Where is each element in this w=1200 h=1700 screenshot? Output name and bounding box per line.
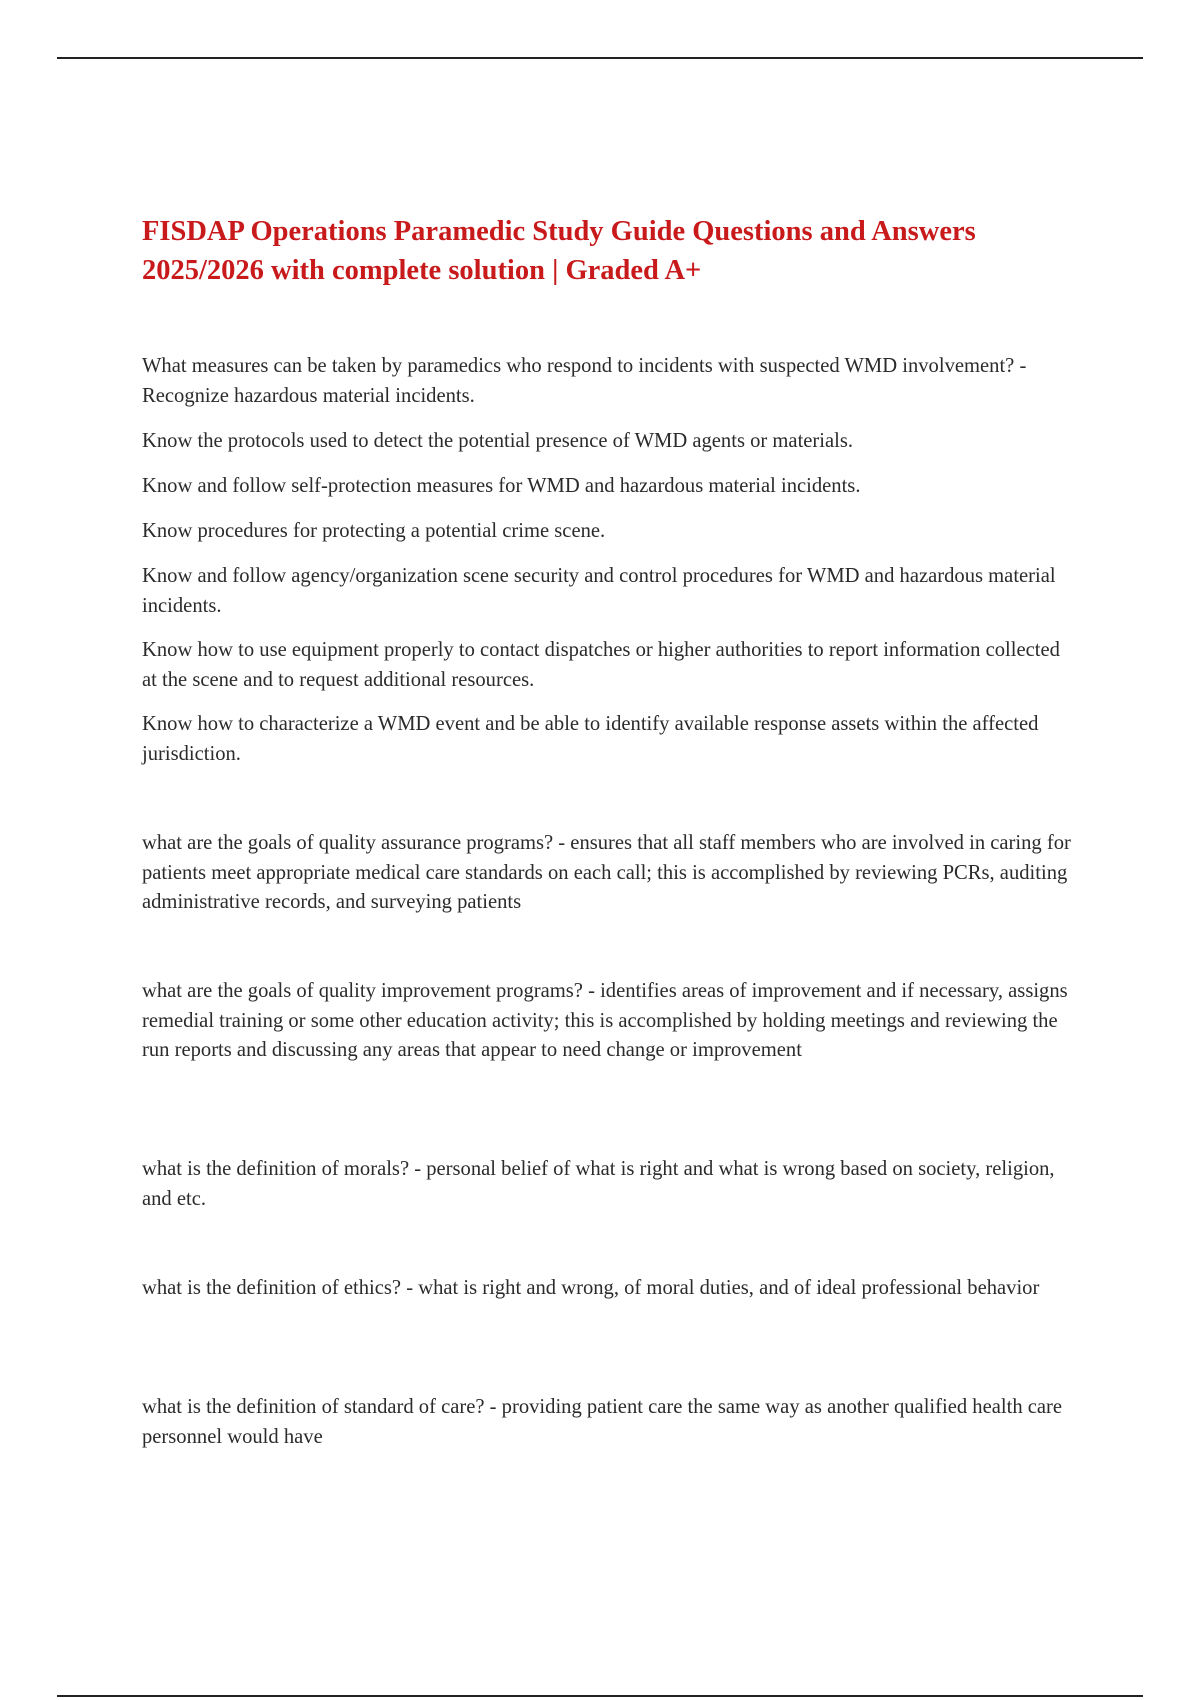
paragraph-scene-security: Know and follow agency/organization scene security and control procedures for WMD and hazardous material incidents. xyxy=(142,565,1056,617)
paragraph-quality-assurance: what are the goals of quality assurance programs? - ensures that all staff members who are involved in caring for patients meet appropriate medical care standards on each call; this is accomplished by reviewing PCRs, auditing administrative records, and surveying patients xyxy=(142,832,1071,913)
document-title: FISDAP Operations Paramedic Study Guide Questions and Answers 2025/2026 with complete solution | Graded A+ xyxy=(142,216,976,286)
paragraph-characterize-wmd: Know how to characterize a WMD event and be able to identify available response assets within the affected jurisdiction. xyxy=(142,713,1039,765)
paragraph-wmd-protocols: Know the protocols used to detect the potential presence of WMD agents or materials. xyxy=(142,430,854,452)
paragraph-standard-of-care: what is the definition of standard of care? - providing patient care the same way as another qualified health care personnel would have xyxy=(142,1396,1063,1448)
paragraph-morals: what is the definition of morals? - personal belief of what is right and what is wrong based on society, religion, and etc. xyxy=(142,1158,1055,1210)
paragraph-equipment: Know how to use equipment properly to contact dispatches or higher authorities to report information collected at the scene and to request additional resources. xyxy=(142,639,1060,691)
paragraph-self-protection: Know and follow self-protection measures for WMD and hazardous material incidents. xyxy=(142,475,861,497)
paragraph-wmd-measures: What measures can be taken by paramedics who respond to incidents with suspected WMD involvement? - Recognize hazardous material incidents. xyxy=(142,355,1027,407)
bottom-rule xyxy=(57,1695,1143,1697)
top-rule xyxy=(57,57,1143,59)
paragraph-quality-improvement: what are the goals of quality improvement programs? - identifies areas of improvement and if necessary, assigns remedial training or some other education activity; this is accomplished by holding meetings and reviewing the run reports and discussing any areas that appear to need change or improvement xyxy=(142,980,1068,1061)
paragraph-crime-scene: Know procedures for protecting a potential crime scene. xyxy=(142,520,606,542)
paragraph-ethics: what is the definition of ethics? - what is right and wrong, of moral duties, and of ideal professional behavior xyxy=(142,1277,1040,1299)
